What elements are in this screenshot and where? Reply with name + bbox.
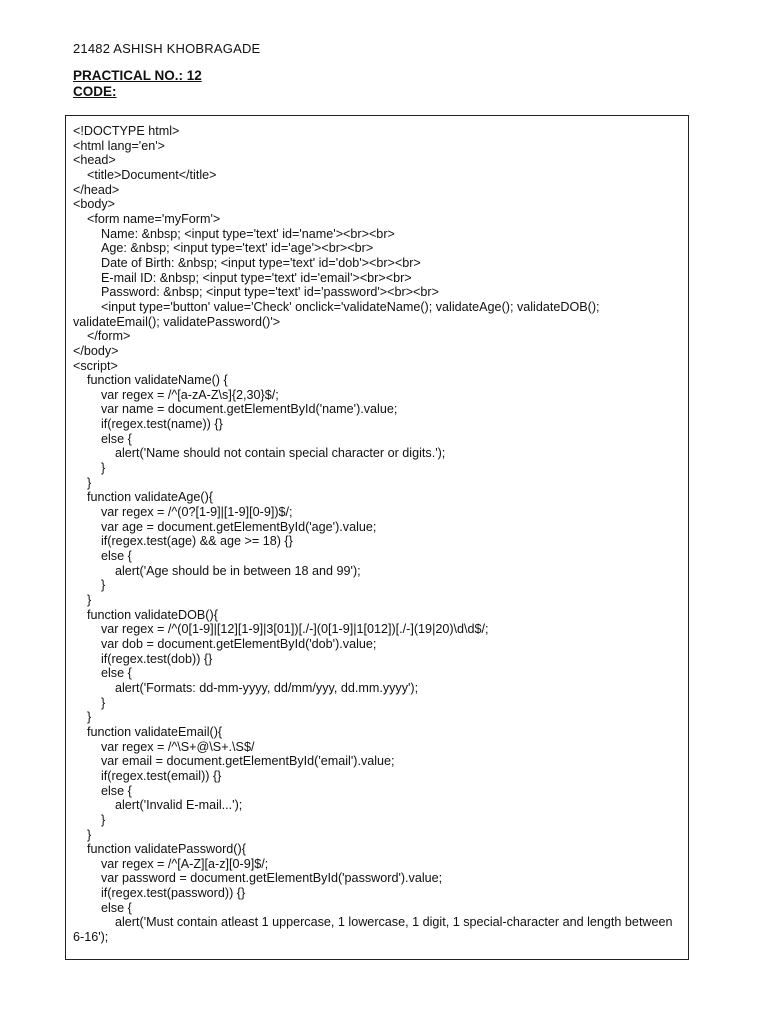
code-line: Date of Birth: &nbsp; <input type='text' id='dob'><br><br> [73,255,421,270]
code-listing-box [65,115,689,960]
code-line: <body> [73,197,116,212]
code-line: } [73,593,92,607]
code-line: alert('Name should not contain special character or digits.'); [73,446,446,461]
code-line: } [73,578,106,593]
code-line: if(regex.test(password)) {} [73,886,246,901]
code-line: function validateDOB(){ [73,607,218,622]
code-line: </head> [73,182,120,197]
code-line: else { [73,900,132,915]
code-line: E-mail ID: &nbsp; <input type='text' id='email'><br><br> [73,270,412,285]
code-line: } [73,710,92,725]
code-line: Name: &nbsp; <input type='text' id='name'><br><br> [73,226,395,241]
code-line: var regex = /^\S+@\S+.\S$/ [73,739,255,754]
code-line: var dob = document.getElementById('dob').value; [73,636,377,651]
code-line: function validateAge(){ [73,490,214,505]
code-line: <head> [73,153,116,168]
code-line: Password: &nbsp; <input type='text' id='password'><br><br> [73,285,439,300]
code-line: var email = document.getElementById('email').value; [73,754,395,769]
code-heading: CODE: [73,84,117,99]
code-line: var age = document.getElementById('age').value; [73,519,377,534]
code-line: if(regex.test(dob)) {} [73,651,213,666]
code-line: if(regex.test(age) && age >= 18) {} [73,534,293,549]
code-line: alert('Must contain atleast 1 uppercase, 1 lowercase, 1 digit, 1 special-character and length between 6-16'); [73,915,677,945]
code-line: else { [73,783,132,798]
code-line: function validateName() { [73,373,228,388]
code-line: if(regex.test(email)) {} [73,768,222,783]
code-line: <title>Document</title> [73,167,217,182]
code-line: } [73,812,106,827]
code-line: alert('Invalid E-mail...'); [73,798,243,813]
code-line: if(regex.test(name)) {} [73,417,223,432]
code-line: var password = document.getElementById('password').value; [73,871,443,886]
code-line: <input type='button' value='Check' onclick='validateName(); validateAge(); validateDOB(); validateEmail(); validatePassword()'> [73,299,604,329]
code-line: </form> [73,329,131,344]
code-line: alert('Age should be in between 18 and 99'); [73,563,361,578]
code-line: } [73,827,92,842]
author-line: 21482 ASHISH KHOBRAGADE [73,41,261,56]
code-line: <script> [73,358,118,373]
code-line: var regex = /^[A-Z][a-z][0-9]$/; [73,856,269,871]
code-line: function validateEmail(){ [73,724,223,739]
code-line: } [73,695,106,710]
code-line: var name = document.getElementById('name').value; [73,402,398,417]
code-line: else { [73,431,132,446]
code-line: else { [73,666,132,681]
code-line: alert('Formats: dd-mm-yyyy, dd/mm/yyy, dd.mm.yyyy'); [73,680,419,695]
code-line: var regex = /^(0?[1-9]|[1-9][0-9])$/; [73,505,293,520]
code-line: <!DOCTYPE html> [73,124,180,138]
code-line: } [73,461,106,476]
code-line: function validatePassword(){ [73,842,246,857]
code-line: var regex = /^(0[1-9]|[12][1-9]|3[01])[./-](0[1-9]|1[012])[./-](19|20)\d\d$/; [73,622,489,637]
code-line: <html lang='en'> [73,138,165,153]
code-line: else { [73,549,132,564]
code-line: } [73,475,92,490]
code-line: Age: &nbsp; <input type='text' id='age'><br><br> [73,241,374,256]
code-line: </body> [73,343,119,358]
practical-title: PRACTICAL NO.: 12 [73,68,202,83]
code-line: <form name='myForm'> [73,211,221,226]
code-line: var regex = /^[a-zA-Z\s]{2,30}$/; [73,387,279,402]
